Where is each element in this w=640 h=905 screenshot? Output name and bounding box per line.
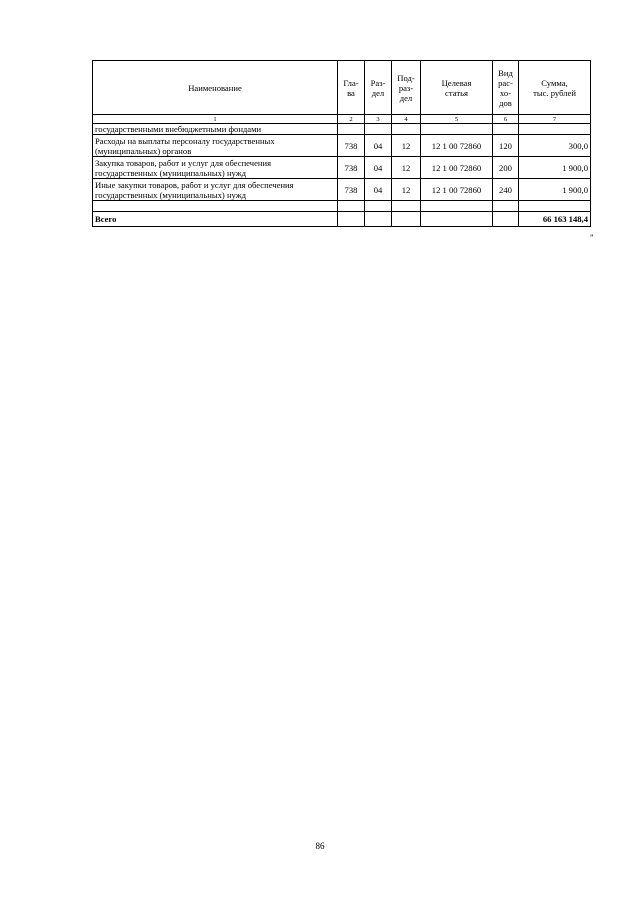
cell-razdel: 04 <box>365 179 392 201</box>
cell-empty <box>392 124 421 135</box>
cell-target: 12 1 00 72860 <box>421 179 493 201</box>
cell-empty <box>493 201 519 212</box>
cell-podrazdel: 12 <box>392 157 421 179</box>
cell-name: государственными внебюджетными фондами <box>93 124 338 135</box>
cell-empty <box>493 212 519 227</box>
column-number: 5 <box>421 115 493 124</box>
cell-empty <box>365 212 392 227</box>
column-number: 4 <box>392 115 421 124</box>
cell-glava: 738 <box>338 157 365 179</box>
cell-empty <box>493 124 519 135</box>
cell-name: Расходы на выплаты персоналу государственных (муниципальных) органов <box>93 135 338 157</box>
cell-empty <box>421 201 493 212</box>
cell-empty <box>365 124 392 135</box>
column-number: 6 <box>493 115 519 124</box>
cell-name: Иные закупки товаров, работ и услуг для обеспечения государственных (муниципальных) нужд <box>93 179 338 201</box>
table-row <box>93 157 591 179</box>
cell-sum: 1 900,0 <box>519 179 591 201</box>
cell-name: Закупка товаров, работ и услуг для обеспечения государственных (муниципальных) нужд <box>93 157 338 179</box>
cell-empty <box>421 212 493 227</box>
cell-empty <box>338 212 365 227</box>
cell-target: 12 1 00 72860 <box>421 157 493 179</box>
budget-table <box>92 60 591 227</box>
total-label: Всего <box>93 212 338 227</box>
table-row-total <box>93 212 591 227</box>
cell-empty <box>338 124 365 135</box>
cell-sum: 1 900,0 <box>519 157 591 179</box>
column-number: 7 <box>519 115 591 124</box>
table-header-row <box>93 61 591 115</box>
cell-glava: 738 <box>338 179 365 201</box>
cell-sum: 300,0 <box>519 135 591 157</box>
cell-target: 12 1 00 72860 <box>421 135 493 157</box>
cell-podrazdel: 12 <box>392 179 421 201</box>
column-number: 3 <box>365 115 392 124</box>
cell-vid: 200 <box>493 157 519 179</box>
total-sum: 66 163 148,4 <box>519 212 591 227</box>
cell-razdel: 04 <box>365 157 392 179</box>
column-number-row <box>93 115 591 124</box>
cell-empty <box>392 201 421 212</box>
cell-empty <box>519 124 591 135</box>
cell-empty <box>365 201 392 212</box>
closing-quote: " <box>590 233 594 243</box>
cell-empty <box>421 124 493 135</box>
header-target: Целевая статья <box>421 61 493 115</box>
table-row <box>93 179 591 201</box>
header-name: Наименование <box>93 61 338 115</box>
cell-glava: 738 <box>338 135 365 157</box>
header-razdel: Раз- дел <box>365 61 392 115</box>
cell-vid: 240 <box>493 179 519 201</box>
column-number: 2 <box>338 115 365 124</box>
header-vid: Вид рас- хо- дов <box>493 61 519 115</box>
cell-empty <box>392 212 421 227</box>
column-number: 1 <box>93 115 338 124</box>
header-sum: Сумма, тыс. рублей <box>519 61 591 115</box>
table-row-continuation <box>93 124 591 135</box>
page-number: 86 <box>315 841 325 851</box>
cell-empty <box>93 201 338 212</box>
cell-vid: 120 <box>493 135 519 157</box>
header-podrazdel: Под- раз- дел <box>392 61 421 115</box>
table-row <box>93 135 591 157</box>
cell-podrazdel: 12 <box>392 135 421 157</box>
cell-razdel: 04 <box>365 135 392 157</box>
cell-empty <box>338 201 365 212</box>
header-glava: Гла- ва <box>338 61 365 115</box>
table-row-empty <box>93 201 591 212</box>
cell-empty <box>519 201 591 212</box>
